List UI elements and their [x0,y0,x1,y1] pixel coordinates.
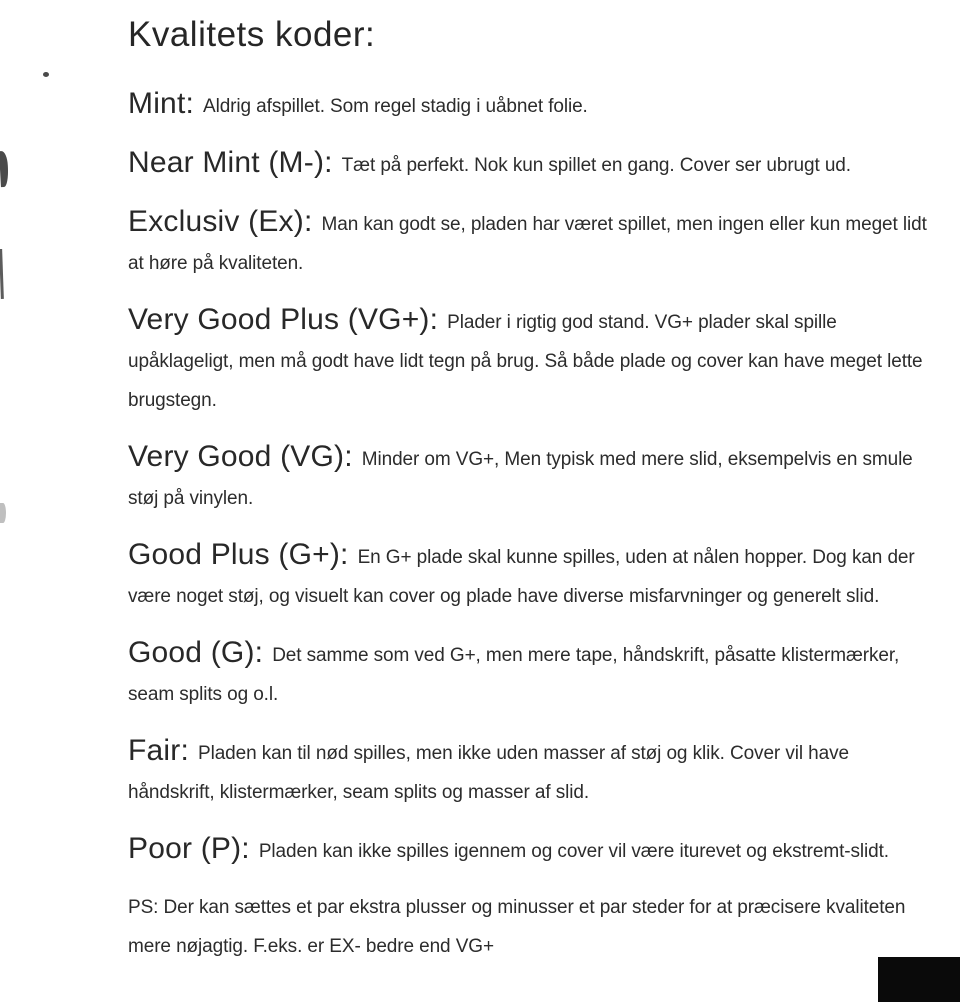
grade-term: Good (G): [128,636,264,669]
grade-section-mint [128,84,928,126]
grade-description: Minder om VG+, Men typisk med mere slid, eksempelvis en smule støj på vinylen. [128,449,913,509]
scan-smudge-dot [43,72,49,77]
grade-term: Fair: [128,734,189,767]
grade-term: Very Good Plus (VG+): [128,303,439,336]
scan-edge-line [0,249,4,299]
grade-section-good [128,633,928,714]
ps-note: PS: Der kan sættes et par ekstra plusser og minusser et par steder for at præcisere kvaliteten mere nøjagtig. F.eks. er EX- bedre end VG+ [128,897,906,957]
grade-term: Near Mint (M-): [128,146,333,179]
grade-description: Tæt på perfekt. Nok kun spillet en gang. Cover ser ubrugt ud. [341,155,851,176]
grade-term: Good Plus (G+): [128,538,349,571]
document-page [128,12,928,966]
page-title: Kvalitets koder: [128,15,376,54]
grade-description: Det samme som ved G+, men mere tape, håndskrift, påsatte klistermærker, seam splits og o.l. [128,645,900,705]
grade-section-fair [128,731,928,812]
grade-section-exclusiv [128,202,928,283]
grade-description: En G+ plade skal kunne spilles, uden at nålen hopper. Dog kan der være noget støj, og visuelt kan cover og plade have diverse misfarvninger og generelt slid. [128,547,915,607]
grade-section-poor [128,829,928,871]
grade-description: Pladen kan til nød spilles, men ikke uden masser af støj og klik. Cover vil have håndskrift, klistermærker, seam splits og masser af slid. [128,743,849,803]
grade-description: Plader i rigtig god stand. VG+ plader skal spille upåklageligt, men må godt have lidt tegn på brug. Så både plade og cover kan have meget lette brugstegn. [128,312,923,411]
grade-description: Aldrig afspillet. Som regel stadig i uåbnet folie. [203,96,588,117]
grade-description: Man kan godt se, pladen har været spillet, men ingen eller kun meget lidt at høre på kvaliteten. [128,214,927,274]
grade-term: Mint: [128,87,195,120]
grade-description: Pladen kan ikke spilles igennem og cover vil være iturevet og ekstremt-slidt. [258,841,889,862]
scan-edge-mark-lower [0,503,6,523]
grade-section-very-good-plus [128,300,928,420]
scan-black-corner-bar [878,957,960,1002]
grade-term: Exclusiv (Ex): [128,205,313,238]
grade-term: Very Good (VG): [128,440,353,473]
grade-section-near-mint [128,143,928,185]
scan-edge-mark-upper [0,151,9,187]
grade-term: Poor (P): [128,832,250,865]
grade-section-good-plus [128,535,928,616]
grade-section-very-good [128,437,928,518]
